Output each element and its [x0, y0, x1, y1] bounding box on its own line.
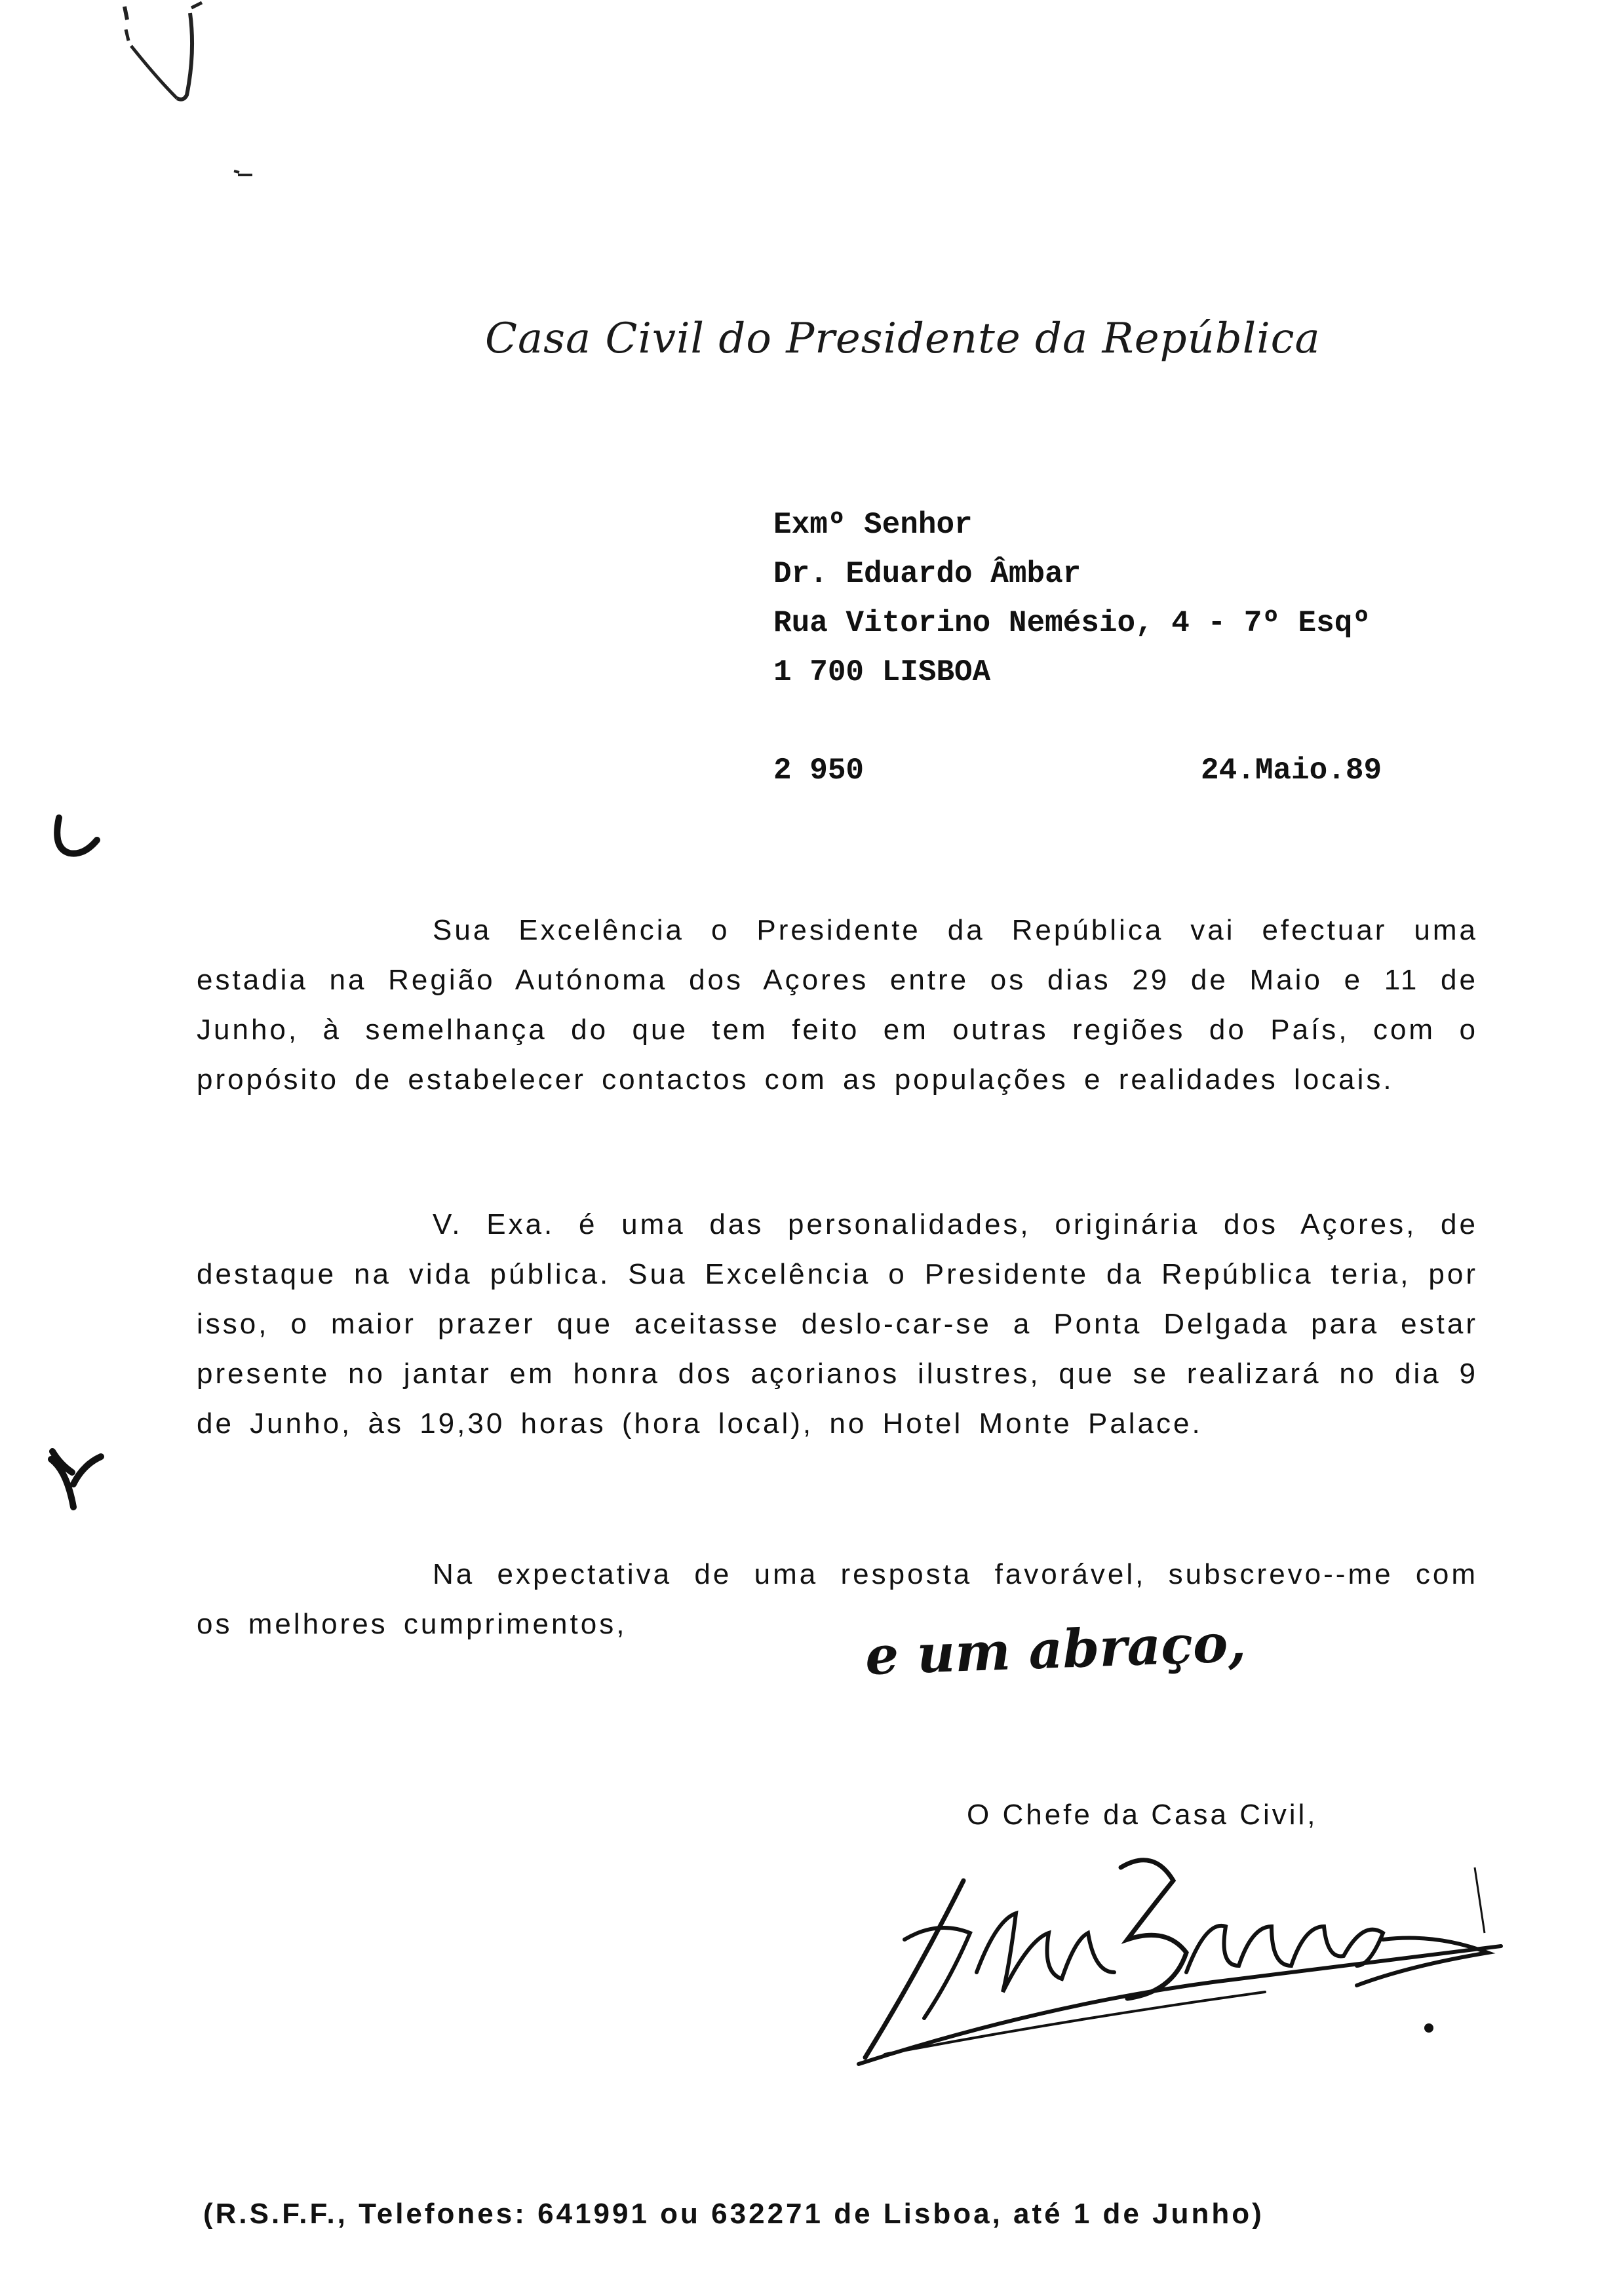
recipient-salutation: Exmº Senhor [773, 508, 973, 542]
body-paragraph-1: Sua Excelência o Presidente da República vai efectuar uma estadia na Região Autónoma dos Açores entre os dias 29 de Maio e 11 de Junho, à semelhança do que tem feito em outras regiões do País, com o propósito de estabelecer contactos com as populações e realidades locais. [197, 914, 1478, 1096]
letterhead-title: Casa Civil do Presidente da República [485, 315, 1321, 363]
recipient-name: Dr. Eduardo Âmbar [773, 557, 1081, 591]
body-paragraph-1-block [197, 906, 1478, 1105]
body-paragraph-2: V. Exa. é uma das personalidades, originária dos Açores, de destaque na vida pública. Sua Excelência o Presidente da República teria, por isso, o maior prazer que aceitasse deslo-car-se a Ponta Delgada para estar presente no jantar em honra dos açorianos ilustres, que se realizará no dia 9 de Junho, às 19,30 horas (hora local), no Hotel Monte Palace. [197, 1208, 1478, 1440]
recipient-city: 1 700 LISBOA [773, 655, 991, 689]
letter-date: 24.Maio.89 [1201, 754, 1382, 788]
handwritten-signature [846, 1841, 1514, 2090]
recipient-street: Rua Vitorino Nemésio, 4 - 7º Esqº [773, 606, 1371, 640]
margin-tick-mark-1 [51, 813, 104, 865]
signoff-title: O Chefe da Casa Civil, [967, 1799, 1318, 1831]
body-paragraph-2-block [197, 1200, 1478, 1449]
margin-tick-mark-2 [47, 1445, 106, 1510]
margin-dash-mark [233, 167, 259, 180]
footer-rsvp: (R.S.F.F., Telefones: 641991 ou 632271 de Lisboa, até 1 de Junho) [203, 2198, 1264, 2230]
body-paragraph-3: Na expectativa de uma resposta favorável, subscrevo--me com os melhores cumprimentos, [197, 1558, 1478, 1640]
reference-number: 2 950 [773, 754, 865, 788]
handwritten-note: e um abraço, [864, 1611, 1247, 1687]
margin-pen-mark-top [118, 0, 223, 105]
body-paragraph-3-block [197, 1550, 1478, 1649]
